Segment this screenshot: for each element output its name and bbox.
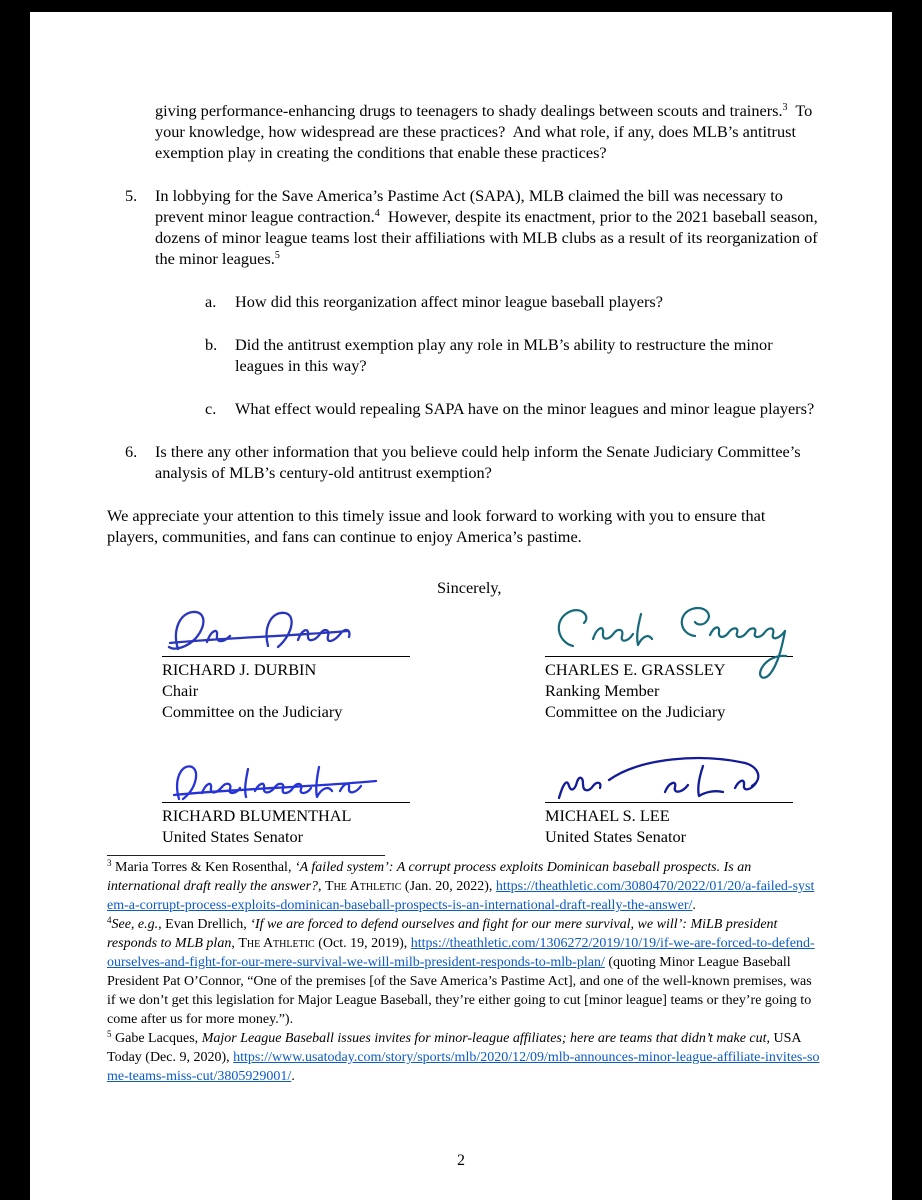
footnote-5-link[interactable]: https://www.usatoday.com/story/sports/mlb/2020/12/09/mlb-announces-minor-league-affiliate-invites-some-teams-miss-cut/3805929001/ [107,1050,820,1084]
paragraph-text: However, despite its enactment, prior to the 2021 baseball season, dozens of minor league teams lost their affiliations with MLB clubs as a result of its reorganization of the minor leagues. [155,207,822,268]
signature-block-durbin [162,604,410,722]
paragraph-item4-continuation [155,100,820,163]
blumenthal-signature-image [162,754,402,810]
footnote-4-text: Evan Drellich, [161,917,251,932]
footnote-4 [107,915,820,1029]
list-item-5b-letter: b. [205,335,218,354]
letter-page [30,12,892,1200]
footnotes-section [107,858,820,1086]
footnote-4-text: , [231,936,239,951]
list-item-5c-letter: c. [205,399,217,418]
footnote-3-text: (Jan. 20, 2022), [401,879,496,894]
footnote-4-publication: The Athletic [238,936,315,951]
grassley-name: CHARLES E. GRASSLEY [545,660,726,679]
footnote-4-signal: See, e.g., [111,917,162,932]
footnote-3-text: , [318,879,326,894]
footnote-3-text: . [692,898,696,913]
page-number: 2 [457,1152,465,1169]
list-item-5b [205,334,820,376]
list-item-5 [125,185,820,269]
footnote-3-link[interactable]: https://theathletic.com/3080470/2022/01/20/a-failed-system-a-corrupt-process-exploits-dominican-baseball-prospects-is-an-international-draft-really-the-answer/ [107,879,815,913]
footnote-5-text: , USA Today (Dec. 9, 2020), [107,1031,804,1065]
list-item-5-number: 5. [125,186,138,205]
footnote-4-text: (quoting Minor League Baseball President Pat O’Connor, “One of the premises [of the Save America’s Pastime Act], and one of the well-known premises, was if we don’t get this legislation for Major League Baseball, they’re either going to cut [minor league] teams or they’re going to come after us for more money.”). [107,955,816,1027]
footnote-separator [107,855,385,856]
signature-row-1 [107,604,820,722]
durbin-name: RICHARD J. DURBIN [162,660,317,679]
blumenthal-name: RICHARD BLUMENTHAL [162,806,352,825]
footnote-3 [107,858,820,915]
list-item-5a-text: How did this reorganization affect minor league baseball players? [235,292,663,311]
signature-block-blumenthal [162,750,410,847]
footnote-4-marker: 4 [107,915,112,925]
blumenthal-signature-line [162,750,410,803]
footnote-5-text: Gabe Lacques, [111,1031,202,1046]
footnote-5-marker: 5 [107,1029,112,1039]
footnote-5 [107,1029,820,1086]
grassley-signature-line [545,604,793,657]
list-item-6-number: 6. [125,442,138,461]
list-item-5c [205,398,820,419]
lee-name: MICHAEL S. LEE [545,806,670,825]
footnote-ref-5: 5 [274,250,280,261]
footnote-4-link[interactable]: https://theathletic.com/1306272/2019/10/19/if-we-are-forced-to-defend-ourselves-and-fight-for-our-mere-survival-we-will-milb-president-responds-to-mlb-plan/ [107,936,815,970]
grassley-title: Ranking Member [545,681,660,700]
lee-signature-image [545,750,780,812]
sincerely-line: Sincerely, [437,578,502,597]
footnote-3-publication: The Athletic [325,879,402,894]
grassley-committee: Committee on the Judiciary [545,702,726,721]
footnote-5-article-title: Major League Baseball issues invites for minor-league affiliates; here are teams that didn’t make cut [201,1031,767,1046]
signature-block-grassley [545,604,793,722]
lee-title: United States Senator [545,827,687,846]
list-item-5b-text: Did the antitrust exemption play any role in MLB’s ability to restructure the minor leagues in this way? [235,335,777,375]
footnote-4-article-title: ‘If we are forced to defend ourselves and fight for our mere survival, we will’: MiLB president responds to MLB plan [107,917,781,951]
lee-signature-line [545,750,793,803]
footnote-3-marker: 3 [107,858,112,868]
closing-paragraph: We appreciate your attention to this timely issue and look forward to working with you to ensure that players, communities, and fans can continue to enjoy America’s pastime. [107,506,770,546]
list-item-6-text: Is there any other information that you believe could help inform the Senate Judiciary Committee’s analysis of MLB’s century-old antitrust exemption? [155,442,805,482]
paragraph-text: giving performance-enhancing drugs to teenagers to shady dealings between scouts and trainers. [155,101,783,120]
list-item-5a [205,291,820,312]
footnote-3-text: Maria Torres & Ken Rosenthal, [111,860,295,875]
durbin-title: Chair [162,681,199,700]
list-item-5a-letter: a. [205,292,217,311]
signature-block-lee [545,750,793,847]
paragraph-text: To your knowledge, how widespread are these practices? And what role, if any, does MLB’s antitrust exemption play in creating the conditions that enable these practices? [155,101,817,162]
durbin-signature-line [162,604,410,657]
list-item-6 [125,441,820,483]
footnote-4-text: (Oct. 19, 2019), [314,936,411,951]
durbin-committee: Committee on the Judiciary [162,702,343,721]
blumenthal-title: United States Senator [162,827,304,846]
letter-content [30,12,892,1086]
signature-row-2 [107,750,820,847]
footnote-3-article-title: ‘A failed system’: A corrupt process exploits Dominican baseball prospects. Is an international draft really the answer? [107,860,755,894]
footnote-ref-4: 4 [374,208,380,219]
list-item-5c-text: What effect would repealing SAPA have on the minor leagues and minor league players? [235,399,815,418]
footnote-5-text: . [291,1069,295,1084]
paragraph-text: In lobbying for the Save America’s Pastime Act (SAPA), MLB claimed the bill was necessary to prevent minor league contraction. [155,186,788,226]
footnote-ref-3: 3 [782,102,788,113]
list-item-5-text [155,185,820,269]
durbin-signature-image [162,602,406,660]
